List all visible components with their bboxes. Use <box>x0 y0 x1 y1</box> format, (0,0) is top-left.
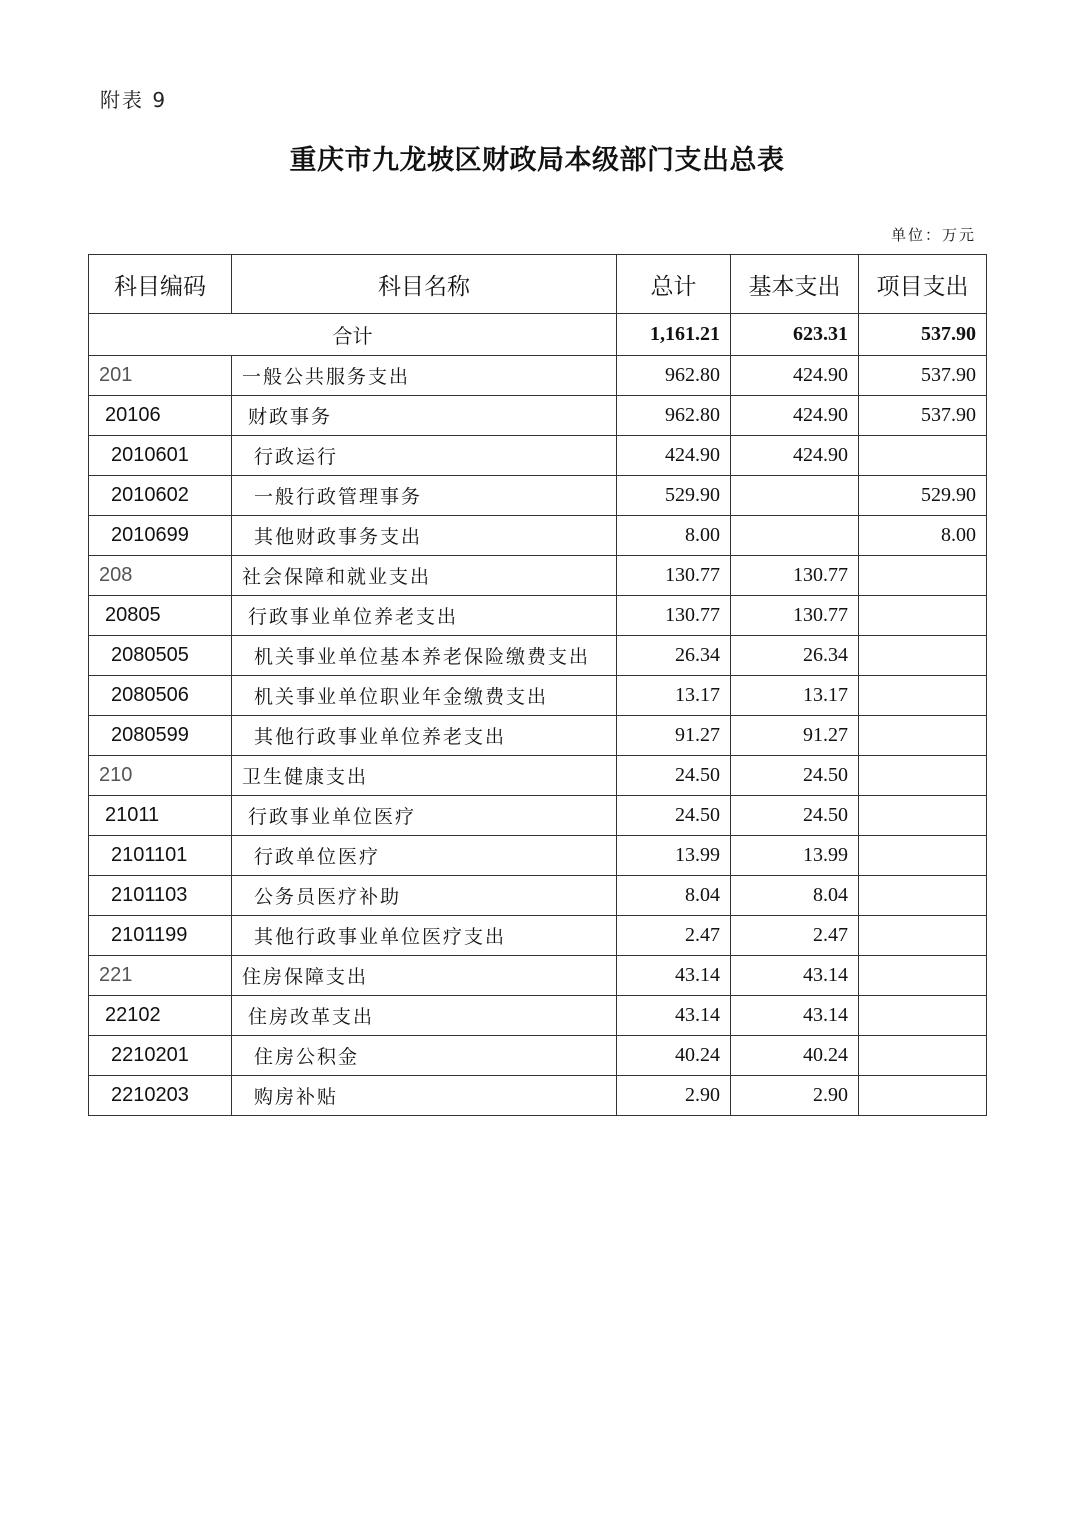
table-row <box>89 796 987 836</box>
row-name: 一般公共服务支出 <box>232 356 617 396</box>
table-row <box>89 956 987 996</box>
row-basic: 43.14 <box>731 996 859 1036</box>
row-name: 机关事业单位职业年金缴费支出 <box>232 676 617 716</box>
row-name: 住房保障支出 <box>232 956 617 996</box>
row-name: 社会保障和就业支出 <box>232 556 617 596</box>
row-name: 行政事业单位养老支出 <box>232 596 617 636</box>
row-project: 8.00 <box>859 516 987 556</box>
header-code: 科目编码 <box>89 255 232 314</box>
row-basic: 24.50 <box>731 796 859 836</box>
row-basic: 424.90 <box>731 356 859 396</box>
row-basic: 424.90 <box>731 396 859 436</box>
row-project <box>859 876 987 916</box>
row-basic: 13.99 <box>731 836 859 876</box>
table-row <box>89 516 987 556</box>
total-row <box>89 314 987 356</box>
row-total: 40.24 <box>617 1036 731 1076</box>
row-project <box>859 436 987 476</box>
row-basic: 26.34 <box>731 636 859 676</box>
row-total: 8.04 <box>617 876 731 916</box>
row-basic <box>731 476 859 516</box>
row-basic: 24.50 <box>731 756 859 796</box>
row-name: 行政事业单位医疗 <box>232 796 617 836</box>
row-name: 财政事务 <box>232 396 617 436</box>
row-total: 2.47 <box>617 916 731 956</box>
row-project: 529.90 <box>859 476 987 516</box>
row-project: 537.90 <box>859 396 987 436</box>
row-name: 公务员医疗补助 <box>232 876 617 916</box>
row-code: 20805 <box>89 596 232 636</box>
row-code: 2080505 <box>89 636 232 676</box>
row-project <box>859 636 987 676</box>
row-project <box>859 676 987 716</box>
row-code: 2080599 <box>89 716 232 756</box>
row-name: 一般行政管理事务 <box>232 476 617 516</box>
table-row <box>89 596 987 636</box>
header-name: 科目名称 <box>232 255 617 314</box>
row-basic: 43.14 <box>731 956 859 996</box>
table-row <box>89 996 987 1036</box>
row-total: 24.50 <box>617 796 731 836</box>
total-project: 537.90 <box>859 314 987 356</box>
row-basic: 130.77 <box>731 596 859 636</box>
row-total: 43.14 <box>617 996 731 1036</box>
row-basic: 8.04 <box>731 876 859 916</box>
table-row <box>89 556 987 596</box>
row-name: 住房公积金 <box>232 1036 617 1076</box>
table-row <box>89 716 987 756</box>
header-total: 总计 <box>617 255 731 314</box>
row-code: 2101199 <box>89 916 232 956</box>
table-row <box>89 756 987 796</box>
row-project <box>859 1036 987 1076</box>
row-code: 221 <box>89 956 232 996</box>
annex-label: 附表 9 <box>100 88 168 112</box>
row-code: 208 <box>89 556 232 596</box>
row-code: 2010601 <box>89 436 232 476</box>
row-total: 529.90 <box>617 476 731 516</box>
row-name: 其他行政事业单位医疗支出 <box>232 916 617 956</box>
row-project <box>859 956 987 996</box>
row-total: 8.00 <box>617 516 731 556</box>
row-total: 43.14 <box>617 956 731 996</box>
row-name: 行政运行 <box>232 436 617 476</box>
row-code: 22102 <box>89 996 232 1036</box>
row-total: 26.34 <box>617 636 731 676</box>
row-project <box>859 1076 987 1116</box>
header-row <box>89 255 987 314</box>
total-label: 合计 <box>89 314 617 356</box>
row-basic: 424.90 <box>731 436 859 476</box>
row-project: 537.90 <box>859 356 987 396</box>
table-row <box>89 396 987 436</box>
table-row <box>89 876 987 916</box>
header-basic: 基本支出 <box>731 255 859 314</box>
header-project: 项目支出 <box>859 255 987 314</box>
total-basic: 623.31 <box>731 314 859 356</box>
expenditure-table <box>88 254 987 1116</box>
table-row <box>89 636 987 676</box>
unit-label: 单位：万元 <box>890 226 976 244</box>
row-name: 卫生健康支出 <box>232 756 617 796</box>
row-name: 其他行政事业单位养老支出 <box>232 716 617 756</box>
row-code: 20106 <box>89 396 232 436</box>
row-total: 962.80 <box>617 396 731 436</box>
row-name: 机关事业单位基本养老保险缴费支出 <box>232 636 617 676</box>
total-total: 1,161.21 <box>617 314 731 356</box>
table-row <box>89 676 987 716</box>
row-project <box>859 716 987 756</box>
row-name: 其他财政事务支出 <box>232 516 617 556</box>
row-basic: 13.17 <box>731 676 859 716</box>
table-row <box>89 1076 987 1116</box>
row-project <box>859 996 987 1036</box>
row-name: 住房改革支出 <box>232 996 617 1036</box>
row-total: 130.77 <box>617 556 731 596</box>
row-code: 21011 <box>89 796 232 836</box>
row-project <box>859 596 987 636</box>
row-code: 2101101 <box>89 836 232 876</box>
table-row <box>89 436 987 476</box>
row-total: 13.17 <box>617 676 731 716</box>
row-basic: 91.27 <box>731 716 859 756</box>
row-basic: 2.90 <box>731 1076 859 1116</box>
row-code: 210 <box>89 756 232 796</box>
row-name: 行政单位医疗 <box>232 836 617 876</box>
row-total: 24.50 <box>617 756 731 796</box>
row-project <box>859 796 987 836</box>
row-project <box>859 756 987 796</box>
table-row <box>89 476 987 516</box>
row-code: 2080506 <box>89 676 232 716</box>
row-code: 2010602 <box>89 476 232 516</box>
row-basic: 40.24 <box>731 1036 859 1076</box>
row-project <box>859 836 987 876</box>
table-row <box>89 836 987 876</box>
table-row <box>89 916 987 956</box>
table-row <box>89 1036 987 1076</box>
row-code: 201 <box>89 356 232 396</box>
row-project <box>859 556 987 596</box>
row-total: 91.27 <box>617 716 731 756</box>
row-name: 购房补贴 <box>232 1076 617 1116</box>
page-title: 重庆市九龙坡区财政局本级部门支出总表 <box>289 145 785 176</box>
row-total: 2.90 <box>617 1076 731 1116</box>
row-total: 130.77 <box>617 596 731 636</box>
table-row <box>89 356 987 396</box>
row-total: 962.80 <box>617 356 731 396</box>
row-total: 424.90 <box>617 436 731 476</box>
row-code: 2101103 <box>89 876 232 916</box>
row-code: 2010699 <box>89 516 232 556</box>
row-basic: 2.47 <box>731 916 859 956</box>
row-basic: 130.77 <box>731 556 859 596</box>
row-total: 13.99 <box>617 836 731 876</box>
row-basic <box>731 516 859 556</box>
row-code: 2210203 <box>89 1076 232 1116</box>
row-project <box>859 916 987 956</box>
row-code: 2210201 <box>89 1036 232 1076</box>
